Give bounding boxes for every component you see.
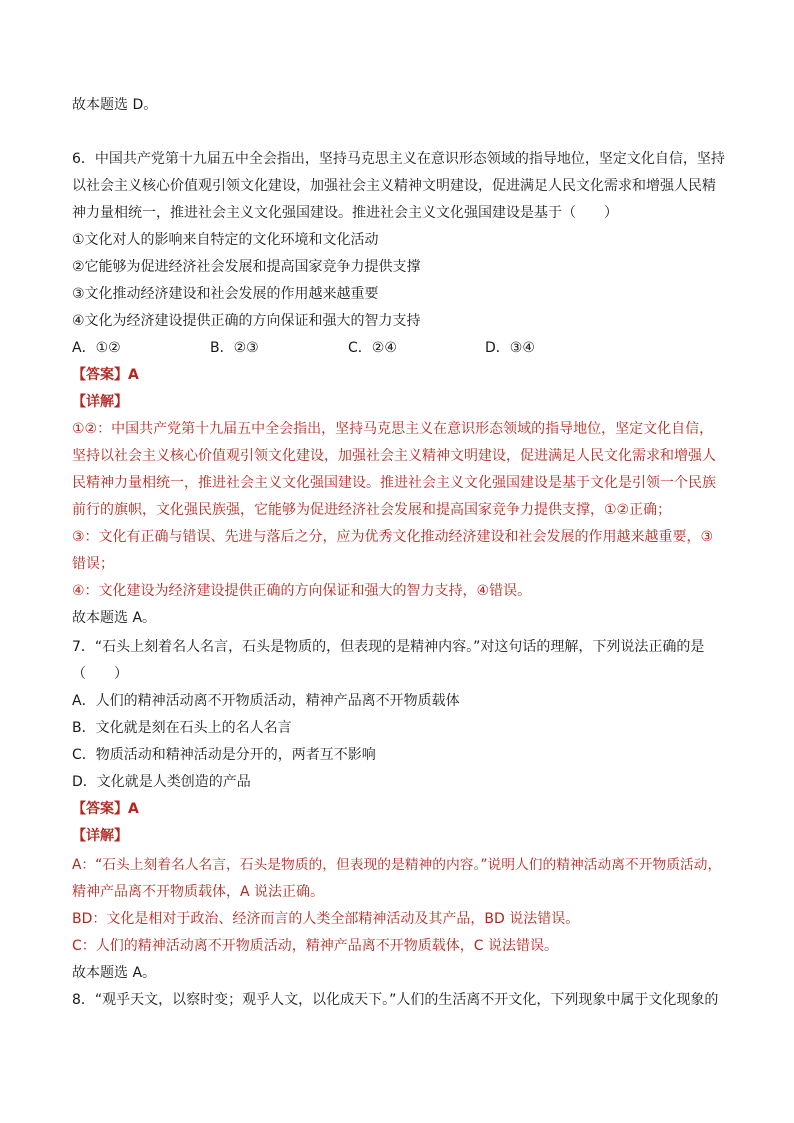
q6-stem-line-3: 神力量相统一，推进社会主义文化强国建设。推进社会主义文化强国建设是基于（ ） (72, 205, 618, 221)
q7-option-d: D．文化就是人类创造的产品 (72, 774, 251, 790)
q8-stem-line-1: 8．“观乎天文，以察时变；观乎人文，以化成天下。”人们的生活离不开文化，下列现象中属于文化现象的 (72, 992, 719, 1008)
q6-detail-line-7: ④：文化建设为经济建设提供正确的方向保证和强大的智力支持，④错误。 (72, 583, 532, 599)
q6-option-c: C．②④ (348, 340, 397, 356)
q7-conclusion: 故本题选 A。 (72, 965, 157, 981)
q7-option-a: A．人们的精神活动离不开物质活动，精神产品离不开物质载体 (72, 693, 460, 709)
q7-detail-line-4: C：人们的精神活动离不开物质活动，精神产品离不开物质载体，C 说法错误。 (72, 938, 558, 954)
q6-detail-line-1: ①②：中国共产党第十九届五中全会指出，坚持马克思主义在意识形态领域的指导地位，坚定文化自信， (72, 421, 714, 437)
q7-option-b: B．文化就是刻在石头上的名人名言 (72, 720, 292, 736)
q7-stem-line-1: 7．“石头上刻着名人名言，石头是物质的，但表现的是精神内容。”对这句话的理解，下列说法正确的是 (72, 639, 705, 655)
q6-conclusion: 故本题选 A。 (72, 610, 157, 626)
q6-statement-2: ②它能够为促进经济社会发展和提高国家竞争力提供支撑 (72, 259, 421, 275)
q6-option-a: A．①② (72, 340, 121, 356)
q7-stem-line-2: （ ） (72, 666, 128, 682)
q6-stem-line-1: 6．中国共产党第十九届五中全会指出，坚持马克思主义在意识形态领域的指导地位，坚定文化自信，坚持 (72, 151, 725, 167)
q6-detail-line-5: ③：文化有正确与错误、先进与落后之分，应为优秀文化推动经济建设和社会发展的作用越来越重要，③ (72, 529, 714, 545)
q7-detail-line-3: BD：文化是相对于政治、经济而言的人类全部精神活动及其产品，BD 说法错误。 (72, 911, 580, 927)
q6-option-b: B．②③ (210, 340, 259, 356)
q7-detail-label: 【详解】 (72, 828, 128, 844)
q6-detail-line-3: 民精神力量相统一，推进社会主义文化强国建设。推进社会主义文化强国建设是基于文化是引领一个民族 (72, 475, 716, 491)
q7-detail-line-2: 精神产品离不开物质载体，A 说法正确。 (72, 884, 325, 900)
q6-detail-label: 【详解】 (72, 394, 128, 410)
q6-detail-line-6: 错误； (72, 556, 114, 572)
q6-statement-3: ③文化推动经济建设和社会发展的作用越来越重要 (72, 286, 379, 302)
q6-stem-line-2: 以社会主义核心价值观引领文化建设，加强社会主义精神文明建设，促进满足人民文化需求和增强人民精 (72, 178, 716, 194)
q6-answer: 【答案】A (72, 367, 139, 383)
q6-option-d: D．③④ (485, 340, 535, 356)
q6-statement-4: ④文化为经济建设提供正确的方向保证和强大的智力支持 (72, 313, 421, 329)
q7-option-c: C．物质活动和精神活动是分开的，两者互不影响 (72, 747, 376, 763)
q6-statement-1: ①文化对人的影响来自特定的文化环境和文化活动 (72, 232, 379, 248)
q5-conclusion: 故本题选 D。 (72, 97, 158, 113)
q7-detail-line-1: A：“石头上刻着名人名言，石头是物质的，但表现的是精神的内容。”说明人们的精神活动离不开物质活动， (72, 857, 722, 873)
q6-detail-line-4: 前行的旗帜，文化强民族强，它能够为促进经济社会发展和提高国家竞争力提供支撑，①②正确； (72, 502, 672, 518)
q7-answer: 【答案】A (72, 801, 139, 817)
q6-detail-line-2: 坚持以社会主义核心价值观引领文化建设，加强社会主义精神文明建设，促进满足人民文化需求和增强人 (72, 448, 716, 464)
